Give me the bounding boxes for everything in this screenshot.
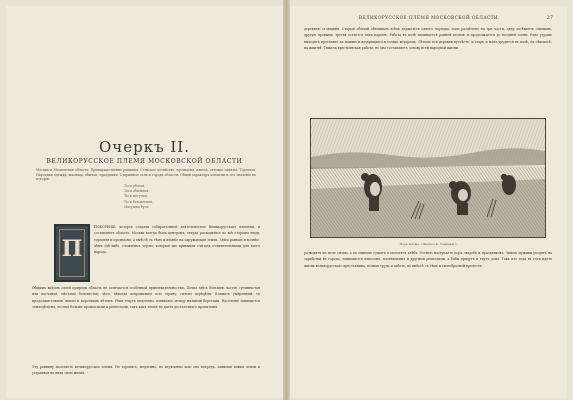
left-page	[6, 6, 283, 398]
chapter-title: Очеркъ II.	[99, 138, 190, 156]
initial-letter: П	[61, 236, 83, 262]
right-page	[290, 6, 567, 398]
harvest-engraving	[311, 119, 545, 237]
body-paragraph: Общимъ видомъ своей природы область не отличается особенной привлекательностью. Почва здѣсь большею частію суглинистая или песчаная, мѣстами болотистая; лѣса, нѣкогда покрывавшiе всю страну, сильно порѣдѣли. Климатъ умѣренный, съ продолжительною зимою и короткимъ лѣтомъ. Рѣки текутъ медленно, извиваясь между низкими берегами. Населенiе занимается земледѣлiемъ, но еще больше промыслами и ремеслами, такъ какъ земля не даетъ достаточнаго пропитанiя.	[32, 286, 260, 309]
harvest-illustration	[310, 118, 546, 238]
page-number: 27	[546, 15, 553, 21]
poem-line: Матушка Русь!	[124, 204, 150, 209]
poem-line: Ты и могучая,	[124, 194, 148, 199]
running-head: ВЕЛИКОРУССКОЕ ПЛЕМЯ МОСКОВСКОЙ ОБЛАСТИ	[358, 16, 499, 21]
epigraph-poem	[124, 184, 184, 210]
decorated-initial	[54, 224, 90, 282]
body-paragraph: деревнею стоящимъ. Старый обычай обязывалъ всѣхъ держаться одного порядка: поле раздѣлено на три части, одну засѣваютъ озимымъ, другую яровымъ, третья остается подъ паромъ. Работа въ полѣ начинается ранней весною и продолжается до поздней осени. Рано утромъ выходятъ крестьяне на пашню и возвращаются только вечеромъ. Лѣтомъ вся деревня пустѣетъ: и старъ и малъ трудятся въ полѣ, на сѣнокосѣ, на жнитвѣ. Тяжела крестьянская работа, но она составляетъ основу всей народной жизни.	[304, 27, 552, 50]
book-gutter	[283, 0, 290, 400]
body-paragraph: Эту равнину населяетъ великорусское племя. Не торопясь, медленно, но неуклонно шло оно впередъ, занимая новыя земли и устраивая на нихъ свою жизнь.	[32, 365, 260, 376]
chapter-summary: Москва и Московская область. Преимущественно равнины. Сельское хозяйство, промыслы, извозъ, отхожiе занятiя. Торговля. Народная одежда, жилища, обычаи, праздники. Старинные села и города области. Общiй характеръ племени и его значенiе въ исторiи.	[36, 168, 256, 182]
poem-line: Ты и обильная,	[124, 189, 150, 194]
body-paragraph: ПОКОРЕНIЕ, которое создали собирательной деятельностью Великорусскаго племени, и составляетъ область. Москва всегда была центромъ, откуда расходились во всѣ стороны люди, торговля и промыслы, а вмѣстѣ съ тѣмъ и вліяніе на окружающія земли. Здѣсь раньше и полнѣе, чѣмъ гдѣ-либо, сложились черты, которыя мы привыкли считать отличительными для всего народа.	[94, 225, 260, 255]
chapter-subtitle: ВЕЛИКОРУССКОЕ ПЛЕМЯ МОСКОВСКОЙ ОБЛАСТИ	[46, 158, 243, 165]
body-paragraph: разводятъ на поле снопы, а въ овинахъ сушатъ и молотятъ хлѣбъ. Осенью наступаетъ пора свадебъ и праздниковъ. Зимою мужики уходятъ на заработки въ города, занимаются извозомъ, плотничьимъ и другими ремеслами, а бабы прядутъ и ткутъ дома. Такъ изъ года въ годъ идетъ жизнь великорусскаго крестьянина, полная труда и заботъ, но вмѣстѣ съ тѣмъ и своеобразной прелести.	[304, 251, 552, 268]
illustration-caption: Пора жатвы. «Жатва» К. Савицкаго.	[399, 242, 458, 246]
poem-line: Ты и безсильная,	[124, 199, 154, 204]
poem-line: Ты и убогая,	[124, 184, 146, 188]
